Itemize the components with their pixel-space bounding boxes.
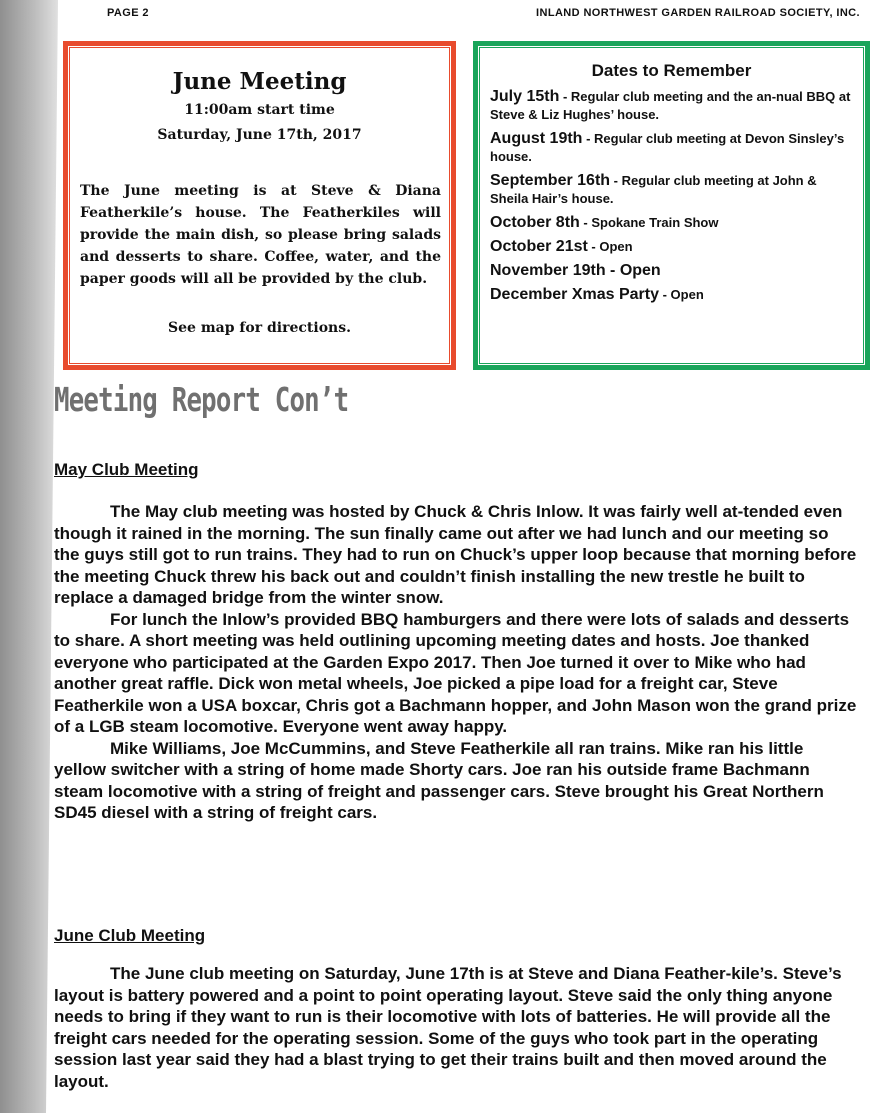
article-paragraph: The May club meeting was hosted by Chuck & Chris Inlow. It was fairly well at-tended even though it rained in the morning. The sun finally came out after we had lunch and our meeting so the guys still got to run trains. They had to run on Chuck’s upper loop because that morning before the meeting Chuck threw his back out and couldn’t finish installing the new trestle he built to replace a damaged bridge from the winter snow.	[54, 502, 857, 607]
date-item	[490, 172, 855, 208]
date-label: October 21st	[490, 238, 588, 255]
date-label: November 19th	[490, 262, 606, 279]
article-paragraph: For lunch the Inlow’s provided BBQ hamburgers and there were lots of salads and desserts to share. A short meeting was held outlining upcoming meeting dates and hosts. Joe thanked everyone who participated at the Garden Expo 2017. Then Joe turned it over to Mike who had another great raffle. Dick won metal wheels, Joe picked a pipe load for a freight car, Steve Featherkile won a USA boxcar, Chris got a Bachmann hopper, and John Mason won the grand prize of a LGB steam locomotive. Everyone went away happy.	[54, 609, 857, 736]
date-item	[490, 238, 855, 256]
organization-name: INLAND NORTHWEST GARDEN RAILROAD SOCIETY, INC.	[536, 7, 860, 19]
june-meeting-box	[63, 41, 456, 370]
article-paragraph: The June club meeting on Saturday, June 17th is at Steve and Diana Feather-kile’s. Steve’s layout is battery powered and a point to point operating layout. Steve said the only thing anyone needs to bring if they want to run is their locomotive with lots of batteries. He will provide all the freight cars needed for the operating session. Some of the guys who took part in the operating session last year said they had a blast trying to get their trains built and then moved around the layout.	[54, 964, 842, 1091]
date-description: - Regular club meeting and the an-nual BBQ at Steve & Liz Hughes’ house.	[490, 89, 851, 122]
may-meeting-heading: May Club Meeting	[54, 460, 199, 479]
june-meeting-map-note: See map for directions.	[168, 320, 351, 336]
may-meeting-article	[54, 501, 858, 824]
date-item	[490, 262, 855, 280]
june-meeting-body: The June meeting is at Steve & Diana Featherkile’s house. The Featherkiles will provide the main dish, so please bring salads and desserts to share. Coffee, water, and the paper goods will all be provided by the club.	[80, 183, 441, 287]
june-meeting-date: Saturday, June 17th, 2017	[157, 127, 362, 143]
june-meeting-article	[54, 963, 858, 1092]
date-description: - Open	[658, 287, 704, 302]
date-description: - Open	[587, 239, 633, 254]
date-label: December Xmas Party	[490, 286, 659, 303]
date-item	[490, 214, 855, 232]
june-meeting-start-time: 11:00am start time	[184, 102, 335, 118]
date-item	[490, 88, 855, 124]
date-label: October 8th	[490, 214, 580, 231]
date-description: - Regular club meeting at John & Sheila Hair’s house.	[490, 173, 817, 206]
date-label: July 15th	[490, 88, 560, 105]
june-meeting-heading: June Club Meeting	[54, 926, 206, 945]
date-label: September 16th	[490, 172, 611, 189]
date-description: - Regular club meeting at Devon Sinsley’s house.	[490, 131, 845, 164]
dates-list	[490, 88, 855, 310]
date-label: August 19th	[490, 130, 583, 147]
dates-title: Dates to Remember	[591, 61, 752, 80]
meeting-report-title: Meeting Report Con’t	[54, 380, 349, 419]
date-description: - Open	[605, 262, 661, 279]
decorative-side-stripe	[0, 0, 60, 1113]
date-description: - Spokane Train Show	[579, 215, 719, 230]
dates-to-remember-box	[473, 41, 870, 370]
article-paragraph: Mike Williams, Joe McCummins, and Steve Featherkile all ran trains. Mike ran his little yellow switcher with a string of home made Shorty cars. Joe ran his outside frame Bachmann steam locomotive with a string of freight and passenger cars. Steve brought his Great Northern SD45 diesel with a string of freight cars.	[54, 738, 824, 822]
date-item	[490, 286, 855, 304]
june-meeting-title: June Meeting	[172, 68, 347, 95]
date-item	[490, 130, 855, 166]
page-number: PAGE 2	[107, 7, 149, 19]
